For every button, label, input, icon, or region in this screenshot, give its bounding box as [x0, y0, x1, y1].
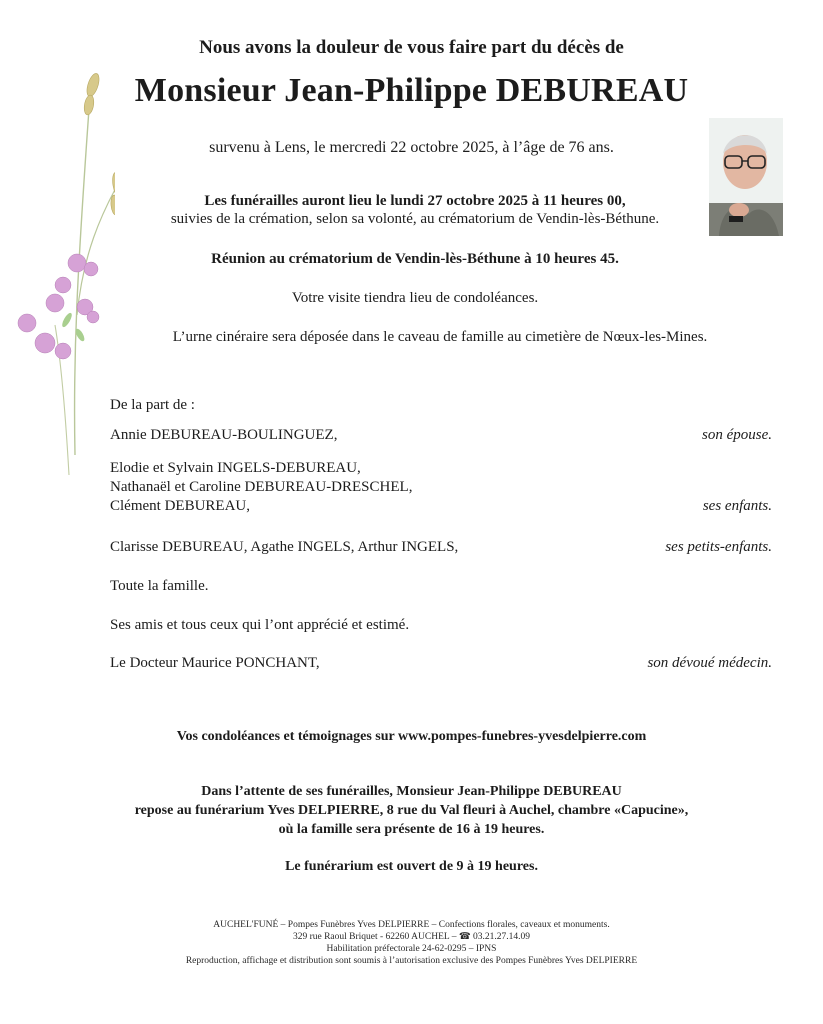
family-names: Nathanaël et Caroline DEBUREAU-DRESCHEL,: [110, 479, 413, 495]
resting-line-2: repose au funérarium Yves DELPIERRE, 8 rue du Val fleuri à Auchel, chambre «Capucine»,: [134, 803, 689, 818]
funerarium-hours: Le funérarium est ouvert de 9 à 19 heures.: [285, 859, 538, 874]
resting-line-3: où la famille sera présente de 16 à 19 heures.: [278, 822, 545, 837]
announcement-heading: Nous avons la douleur de vous faire part du décès de: [199, 37, 624, 58]
cremation-details: suivies de la crémation, selon sa volonté, au crématorium de Vendin-lès-Béthune.: [170, 211, 660, 227]
family-names: Le Docteur Maurice PONCHANT,: [110, 655, 320, 671]
family-relation: son dévoué médecin.: [647, 655, 772, 671]
family-entry-whole-family: [110, 577, 772, 596]
footer-copyright: Reproduction, affichage et distribution sont soumis à l’autorisation exclusive des Pompes Funèbres Yves DELPIERRE: [185, 956, 638, 966]
visit-note: Votre visite tiendra lieu de condoléances.: [291, 290, 539, 306]
footer-address: 329 rue Raoul Briquet - 62260 AUCHEL – ☎ 03.21.27.14.09: [292, 932, 531, 942]
urn-note: L’urne cinéraire sera déposée dans le caveau de famille au cimetière de Nœux-les-Mines.: [172, 329, 708, 345]
footer-company: AUCHEL'FUNÉ – Pompes Funèbres Yves DELPIERRE – Confections florales, caveaux et monuments.: [213, 920, 610, 930]
family-names: Toute la famille.: [110, 578, 209, 594]
condolences-website: Vos condoléances et témoignages sur www.pompes-funebres-yvesdelpierre.com: [176, 729, 647, 744]
family-entry-grandchildren: [110, 538, 772, 557]
family-relation: ses enfants.: [702, 498, 772, 514]
family-entry-children: [110, 459, 772, 516]
family-intro: De la part de :: [110, 397, 195, 413]
family-names: Ses amis et tous ceux qui l’ont apprécié et estimé.: [110, 617, 410, 633]
family-names: Clément DEBUREAU,: [110, 498, 250, 514]
family-entry-spouse: [110, 426, 772, 445]
meeting-time: Réunion au crématorium de Vendin-lès-Béthune à 10 heures 45.: [211, 251, 619, 267]
family-names: Elodie et Sylvain INGELS-DEBUREAU,: [110, 460, 361, 476]
family-relation: ses petits-enfants.: [665, 539, 772, 555]
portrait-photo: [709, 118, 783, 236]
deceased-name: Monsieur Jean-Philippe DEBUREAU: [134, 72, 689, 109]
funeral-date: Les funérailles auront lieu le lundi 27 octobre 2025 à 11 heures 00,: [204, 193, 626, 209]
resting-line-1: Dans l’attente de ses funérailles, Monsieur Jean-Philippe DEBUREAU: [201, 784, 622, 799]
death-details: survenu à Lens, le mercredi 22 octobre 2025, à l’âge de 76 ans.: [209, 139, 614, 156]
family-names: Annie DEBUREAU-BOULINGUEZ,: [110, 427, 338, 443]
family-relation: son épouse.: [702, 427, 772, 443]
family-entry-friends: [110, 616, 772, 635]
footer-license: Habilitation préfectorale 24-62-0295 – IPNS: [326, 944, 497, 954]
wheat-flower-illustration: [5, 55, 115, 475]
family-entry-doctor: [110, 654, 772, 673]
family-names: Clarisse DEBUREAU, Agathe INGELS, Arthur INGELS,: [110, 539, 459, 555]
